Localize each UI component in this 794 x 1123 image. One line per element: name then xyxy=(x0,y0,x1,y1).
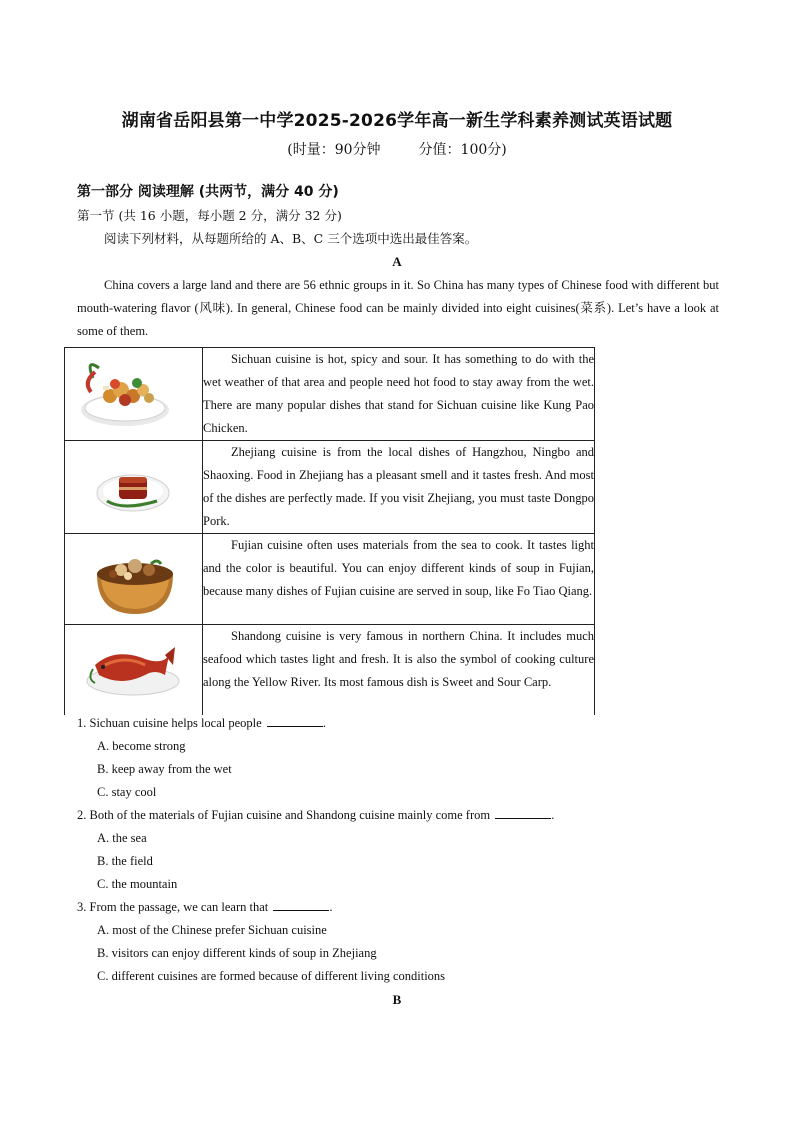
option-1c[interactable]: C. stay cool xyxy=(97,785,157,799)
shandong-text: Shandong cuisine is very famous in northern China. It includes much seafood which tastes light and fresh. It is also the symbol of cooking culture along the Yellow River. Its most famous dish is Sweet and Sour Carp. xyxy=(203,629,594,689)
image-cell xyxy=(65,348,203,441)
fujian-dish-icon xyxy=(65,534,202,626)
question-1 xyxy=(77,712,717,735)
time-limit: (时量：90分钟 xyxy=(287,142,381,158)
passage-a-intro: China covers a large land and there are 56 ethnic groups in it. So China has many types of Chinese food with different but mouth-watering flavor (风味). In general, Chinese food can be mainly divided into eight cuisines(菜系). Let’s have a look at some of them. xyxy=(77,278,719,338)
exam-subtitle xyxy=(0,139,794,159)
instruction-text: 阅读下列材料，从每题所给的 A、B、C 三个选项中选出最佳答案。 xyxy=(104,231,478,246)
fujian-text: Fujian cuisine often uses materials from the sea to cook. It tastes light and the color is beautiful. You can enjoy different kinds of soup in Fujian, because many dishes of Fujian cuisine are served in soup, like Fo Tiao Qiang. xyxy=(203,538,594,598)
cuisine-description xyxy=(203,625,595,716)
answer-blank[interactable] xyxy=(273,898,329,911)
question-stem: 1. Sichuan cuisine helps local people xyxy=(77,716,262,730)
passage-a-letter: A xyxy=(392,254,402,269)
option-3b[interactable]: B. visitors can enjoy different kinds of soup in Zhejiang xyxy=(97,946,377,960)
option-2a[interactable]: A. the sea xyxy=(97,831,147,845)
question-3 xyxy=(77,896,717,919)
option-1b[interactable]: B. keep away from the wet xyxy=(97,762,232,776)
section-heading: 第一节 (共 16 小题，每小题 2 分，满分 32 分) xyxy=(77,208,342,223)
question-end: . xyxy=(322,716,326,730)
answer-blank[interactable] xyxy=(495,806,551,819)
image-cell xyxy=(65,534,203,625)
option-3a[interactable]: A. most of the Chinese prefer Sichuan cuisine xyxy=(97,923,327,937)
question-stem: 3. From the passage, we can learn that xyxy=(77,900,269,914)
question-end: . xyxy=(551,808,555,822)
question-list xyxy=(77,712,717,988)
question-stem: 2. Both of the materials of Fujian cuisine and Shandong cuisine mainly come from xyxy=(77,808,491,822)
page-title: 湖南省岳阳县第一中学2025-2026学年高一新生学科素养测试英语试题 xyxy=(121,111,673,131)
total-score: 分值：100分) xyxy=(418,142,507,158)
option-3c[interactable]: C. different cuisines are formed because of different living conditions xyxy=(97,969,446,983)
answer-blank[interactable] xyxy=(267,714,323,727)
cuisine-description xyxy=(203,534,595,625)
cuisine-table xyxy=(64,347,595,715)
cuisine-description xyxy=(203,441,595,534)
table-row xyxy=(65,348,595,441)
passage-b-letter: B xyxy=(392,992,402,1007)
option-1a[interactable]: A. become strong xyxy=(97,739,186,753)
table-row xyxy=(65,534,595,625)
question-end: . xyxy=(329,900,333,914)
sichuan-dish-icon xyxy=(65,348,202,440)
zhejiang-dish-icon xyxy=(65,441,202,533)
question-2 xyxy=(77,804,717,827)
option-2c[interactable]: C. the mountain xyxy=(97,877,178,891)
zhejiang-text: Zhejiang cuisine is from the local dishes of Hangzhou, Ningbo and Shaoxing. Food in Zhejiang has a pleasant smell and it tastes fresh. And most of the dishes are perfectly made. If you visit Zhejiang, you must taste Dongpo Pork. xyxy=(203,445,594,528)
cuisine-description xyxy=(203,348,595,441)
option-2b[interactable]: B. the field xyxy=(97,854,153,868)
part-heading: 第一部分 阅读理解 (共两节，满分 40 分) xyxy=(77,184,339,200)
table-row xyxy=(65,441,595,534)
image-cell xyxy=(65,625,203,716)
table-row xyxy=(65,625,595,716)
sichuan-text: Sichuan cuisine is hot, spicy and sour. It has something to do with the wet weather of that area and people need hot food to stay away from the wet. There are many popular dishes that stand for Sichuan cuisine like Kung Pao Chicken. xyxy=(203,352,594,435)
shandong-dish-icon xyxy=(65,625,202,717)
image-cell xyxy=(65,441,203,534)
